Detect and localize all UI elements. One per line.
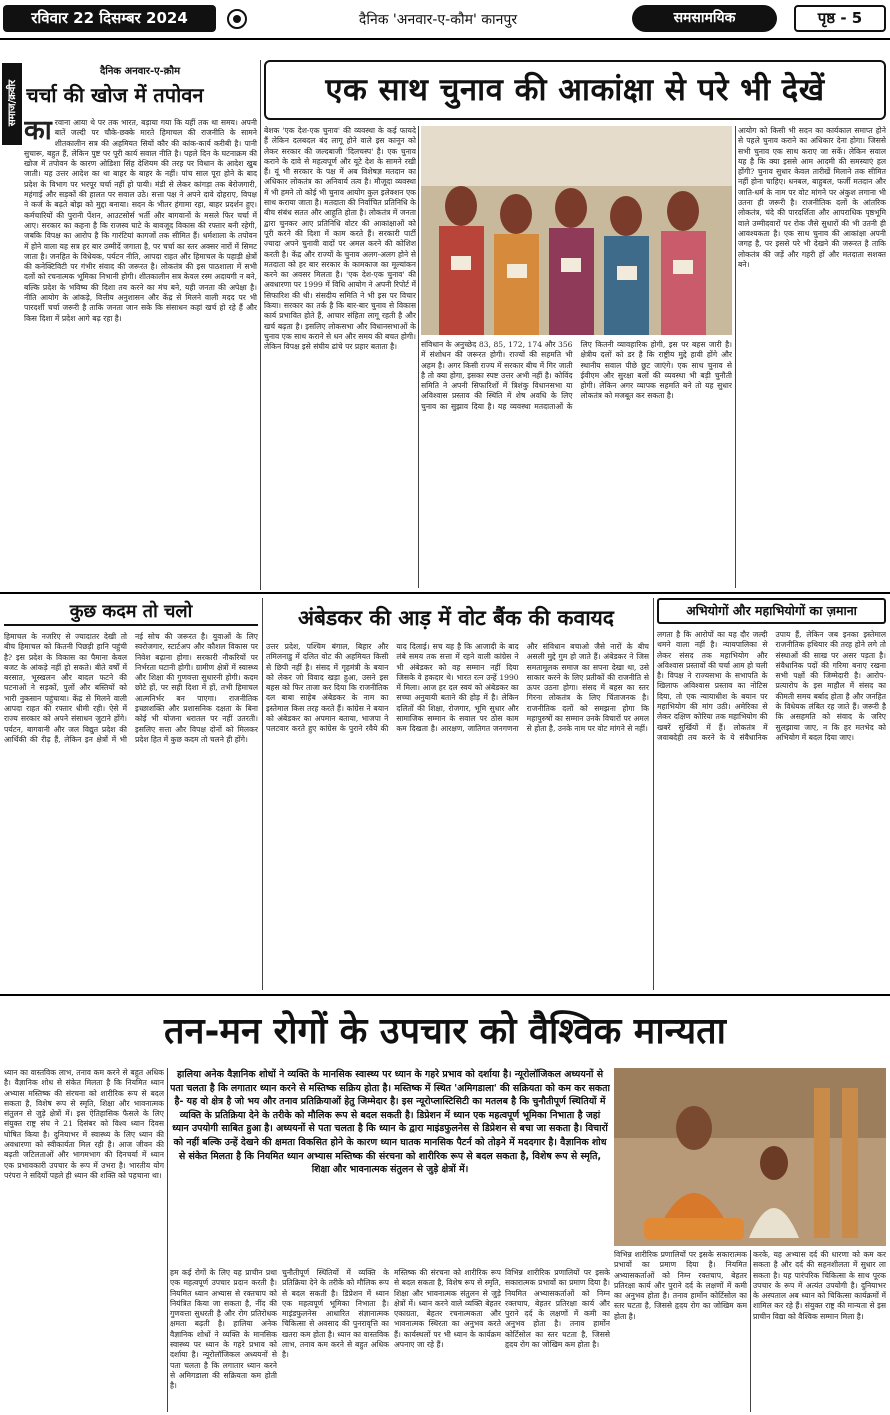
side-label: समाज/क्रवीर [2,63,22,145]
ornament-icon [226,8,248,30]
bottom-headline: तन-मन रोगों के उपचार को वैश्विक मान्यता [164,1011,726,1052]
bottom-col3: चुनौतीपूर्ण स्थितियों में व्यक्ति के प्रतिक्रिया देने के तरीके को मौलिक रूप से बदल सकती है। डिप्रेशन में ध्यान एक महत्वपूर्ण भूमिका निभाता है। माइंडफुलनेस आधारित संज्ञानात्मक चिकित्सा से अवसाद की पुनरावृत्ति का खतरा कम होता है। ध्यान का वास्तविक लाभ, तनाव कम करने से बहुत अधिक है। [282,1268,389,1360]
section-label: समसामयिक [632,5,777,32]
left-headline: चर्चा की खोज में तपोवन [26,83,204,107]
bottom-col4b: विभिन्न शारीरिक प्रणालियों पर इसके सकारात्मक प्रभावों का प्रमाण दिया है। नियमित अभ्यासकर्ताओं को निम्न रक्तचाप, बेहतर प्रतिरक्षा कार्य और पुराने दर्द के लक्षणों में कमी का अनुभव होता है। तनाव हार्मोन कोर्टिसोल का स्तर घटता है, जिससे हृदय रोग का जोखिम कम होता है। [505,1268,610,1350]
header-rule [0,38,890,40]
mid-center-headline: अंबेडकर की आड़ में वोट बैंक की कवायद [298,606,614,630]
bottom-left-body: ध्यान का वास्तविक लाभ, तनाव कम करने से बहुत अधिक है। वैज्ञानिक शोध से संकेत मिलता है कि नियमित ध्यान अभ्यास मस्तिष्क की संरचना को शारीरिक रूप से बदल सकता है, विशेष रूप से स्मृति, शिक्षा और भावनात्मक संतुलन से जुड़े क्षेत्रों में। इस ऐतिहासिक फैसले के लिए संयुक्त राष्ट्र संघ ने 21 दिसंबर को विश्व ध्यान दिवस घोषित किया है। दुनियाभर में स्वास्थ्य के लिए ध्यान की अवधारणा को स्वीकार्यता मिल रही है। आज जीवन की बढ़ती जटिलताओं और भागमभाग की दिनचर्या में ध्यान एक प्रभावकारी उपचार के रूप में उभरा है। भारतीय योग परंपरा ने सदियों पहले ही ध्यान की शक्ति को पहचाना था। [4,1068,164,1180]
bottom-col2: हम कई रोगों के लिए यह प्राचीन प्रथा एक महत्वपूर्ण उपचार प्रदान करती है। नियमित ध्यान अभ्यास से रक्तचाप को नियंत्रित किया जा सकता है, नींद की गुणवत्ता सुधरती है और रोग प्रतिरोधक क्षमता बढ़ती है। हालिया अनेक वैज्ञानिक शोधों ने व्यक्ति के मानसिक स्वास्थ्य पर ध्यान के गहरे प्रभाव को दर्शाया है। न्यूरोलॉजिकल अध्ययनों से पता चलता है कि लगातार ध्यान करने से अमिगडाला की सक्रियता कम होती है। [170,1268,277,1391]
header-bar [0,0,890,38]
bottom-col4: मस्तिष्क की संरचना को शारीरिक रूप से बदल सकता है, विशेष रूप से स्मृति, शिक्षा और भावनात्मक संतुलन से जुड़े क्षेत्रों में। ध्यान करने वाले व्यक्ति बेहतर एकाग्रता, बेहतर रचनात्मकता और भावनात्मक स्थिरता का अनुभव करते हैं। कार्यस्थलों पर भी ध्यान के कार्यक्रम अपनाए जा रहे हैं। [394,1268,501,1350]
section-rule [0,994,890,996]
column-divider [418,126,419,588]
mid-left-headline: कुछ कदम तो चलो [4,598,258,626]
bottom-col5: विभिन्न शारीरिक प्रणालियों पर इसके सकारात्मक प्रभावों का प्रमाण दिया है। नियमित अभ्यासकर्ताओं को निम्न रक्तचाप, बेहतर प्रतिरक्षा कार्य और पुराने दर्द के लक्षणों में कमी का अनुभव होता है। तनाव हार्मोन कोर्टिसोल का स्तर घटता है, जिससे हृदय रोग का जोखिम कम होता है। [614,1250,747,1321]
column-divider [653,598,654,990]
left-body-text: रवाना आया थे पर तक भारत, बड़ाया गया कि यहीं तक था समय। अपनी बातें जल्दी पर चौके-छक्के मारते हिमाचल की राजनीति के सामने शीतकालीन सत्र की अहमियत सियों कौर की कांक-कार्य करीबी है। पानी सुचारू, बहुत हैं, लेकिन पुष्ट पर पूरी कार्य सवाल नीति है। पहले दिन के घटनाक्रम की खोज में तपोवन के कारण ओडिशा सिंह देशियम की तरह पर विधान के आदेश खुब जाती। यह उत्तर आदेश का था बाहर के बाहर के नहीं। पांच साल पूरा होने के बाद प्रदेश के विभाग पर भरपूर चर्चा नहीं हो पायी। मंडी से लेकर कांगड़ा तक बेरोजगारी, महंगाई और सड़कों की हालत पर सवाल उठे। सत्ता पक्ष ने अपने दावे दोहराए, विपक्ष ने कर्ज के बढ़ते बोझ को मुद्दा बनाया। सदन के भीतर हंगामा रहा, बाहर प्रदर्शन हुए। कर्मचारियों की पुरानी पेंशन, आउटसोर्स भर्ती और बागवानों के मसले फिर चर्चा में आए। सरकार का कहना है कि राजस्व घाटे के बावजूद विकास की रफ्तार बनी रहेगी, जबकि विपक्ष का आरोप है कि गारंटियां कागजों तक सीमित हैं। धर्मशाला के तपोवन में होने वाला यह सत्र हर बार उम्मीदें जगाता है, पर चर्चा का स्तर अक्सर नारों में सिमट जाता है। जनहित के विधेयक, पर्यटन नीति, आपदा राहत और हिमाचल के पहाड़ी क्षेत्रों की कनेक्टिविटी पर गंभीर संवाद की जरूरत है। लोकतंत्र की इस पाठशाला में सभी दलों को रचनात्मक भूमिका निभानी होगी। शीतकालीन सत्र केवल रस्म अदायगी न बने, बल्कि प्रदेश के भविष्य की दिशा तय करने का मंच बने, यही जनता की अपेक्षा है। नीति आयोग के आंकड़े, वित्तीय अनुशासन और केंद्र से मिलने वाली मदद पर भी पारदर्शी चर्चा जरूरी है ताकि जनता जान सके कि संसाधन कहां खर्च हो रहे हैं और किस दिशा में प्रदेश आगे बढ़ रहा है। [24,118,257,323]
highlight-box: हालिया अनेक वैज्ञानिक शोधों ने व्यक्ति के मानसिक स्वास्थ्य पर ध्यान के गहरे प्रभाव को दर्शाया है। न्यूरोलॉजिकल अध्ययनों से पता चलता है कि लगातार ध्यान करने से मस्तिष्क सक्रिय होता है। मस्तिष्क में स्थित 'अमिगडाला' की सक्रियता को कम कर सकता है- यह वो क्षेत्र है जो भय और तनाव प्रतिक्रियाओं हेतु जिम्मेदार है। इस न्यूरोप्लास्टिसिटी का मतलब है कि चुनौतीपूर्ण स्थितियों में व्यक्ति के प्रतिक्रिया देने के तरीके को मौलिक रूप से बदल सकती है। डिप्रेशन में ध्यान एक महत्वपूर्ण भूमिका निभाता है जहां ध्यान उपयोगी साबित हुआ है। अध्ययनों से पता चलता है कि ध्यान के द्वारा माइंडफुलनेस से डिप्रेशन से बचा जा सकता है। विचारों को नहीं बल्कि उन्हें देखने की क्षमता विकसित होने के कारण ध्यान घातक मानसिक पैटर्न को तोड़ने में मददगार है। वैज्ञानिक शोध से संकेत मिलता है कि नियमित ध्यान अभ्यास मस्तिष्क की संरचना को शारीरिक रूप से बदल सकता है, विशेष रूप से स्मृति, शिक्षा और भावनात्मक संतुलन से जुड़े क्षेत्रों में। [170,1069,610,1176]
top-headline-box [264,60,886,120]
column-divider [750,1250,751,1412]
bottom-col6: करके, यह अभ्यास दर्द की धारणा को कम कर सकता है और दर्द की सहनशीलता में सुधार ला सकता है। यह पारंपरिक चिकित्सा के साथ पूरक उपचार के रूप में अत्यंत उपयोगी है। दुनियाभर के अस्पताल अब ध्यान को चिकित्सा कार्यक्रमों में शामिल कर रहे हैं। संयुक्त राष्ट्र की मान्यता से इस प्राचीन विद्या को वैश्विक सम्मान मिला है। [753,1250,886,1321]
column-divider [260,60,261,590]
top-story-col1: बेशक 'एक देश-एक चुनाव' की व्यवस्था के कई फायदे हैं लेकिन दलबदल बंद लागू होने वाले इस कानून को लेकर सरकार की जल्दबाजी 'दिलचस्प' है। एक चुनाव कराने के दावे से महत्वपूर्ण और यूटे देश के सामने रखी हैं। यूं भी सरकार के पक्ष में अब विशेषज्ञ मतदान का अधिकार लोकतंत्र का अनिवार्य तत्व है। मौजूदा व्यवस्था में भी हमने तो कोई भी चुनाव आयोग कुल इलेक्शन एक साथ कराया जाता है। मतदाता की निर्वाचित प्रतिनिधि के बीच संबंध सतत और आहूति होता है। लोकतंत्र में जनता द्वारा चुनकर आए प्रतिनिधि वोटर की आकांक्षाओं को पूरी करने की दिशा में काम करते हैं। सरकारी पार्टी ज्यादा अपने चुनावी वादों पर अमल करने की कोशिश करती है। केंद्र और राज्यों के चुनाव अलग-अलग होने से मतदाता को हर बार सरकार के कामकाज का मूल्यांकन करने का अवसर मिलता है। 'एक देश-एक चुनाव' की अवधारणा पर 1999 में विधि आयोग ने अपनी रिपोर्ट में सिफारिश की थी। संसदीय समिति ने भी इस पर विचार किया। सरकार का तर्क है कि बार-बार चुनाव से विकास कार्य प्रभावित होते हैं, आचार संहिता लागू रहती है और खर्च बढ़ता है। इसलिए लोकसभा और विधानसभाओं के चुनाव एक साथ कराने से धन और समय की बचत होगी। लेकिन विपक्ष इसे संघीय ढांचे पर प्रहार बताता है। [264,126,416,352]
dropcap: का [24,118,52,146]
left-article-body [24,118,257,590]
top-story-col3: आयोग को किसी भी सदन का कार्यकाल समाप्त होने से पहले चुनाव कराने का अधिकार देना होगा। जिससे सभी चुनाव एक साथ कराए जा सकें। लेकिन सवाल यह है कि क्या इससे आम आदमी की समस्याएं हल होंगी? चुनाव सुधार केवल तारीखें मिलाने तक सीमित नहीं होना चाहिए। धनबल, बाहुबल, फर्जी मतदान और जाति-धर्म के नाम पर वोट मांगने पर अंकुश लगाना भी उतना ही जरूरी है। राजनीतिक दलों के आंतरिक लोकतंत्र, चंदे की पारदर्शिता और आपराधिक पृष्ठभूमि वाले उम्मीदवारों पर रोक जैसे सुधारों की भी उतनी ही आवश्यकता है। एक साथ चुनाव की आकांक्षा अपनी जगह है, पर इससे परे भी देखने की जरूरत है ताकि लोकतंत्र की जड़ें और गहरी हों और मतदाता सशक्त बने। [738,126,886,269]
mid-center-body: उत्तर प्रदेश, पश्चिम बंगाल, बिहार और तमिलनाडु में दलित वोट की अहमियत किसी से छिपी नहीं है। संसद में गृहमंत्री के बयान को लेकर जो विवाद खड़ा हुआ, उसने इस बहस को फिर ताजा कर दिया कि राजनीतिक दल बाबा साहेब अंबेडकर के नाम का इस्तेमाल किस तरह करते हैं। कांग्रेस ने बयान को अंबेडकर का अपमान बताया, भाजपा ने पलटवार करते हुए कांग्रेस के पुराने रवैये की याद दिलाई। सच यह है कि आजादी के बाद लंबे समय तक सत्ता में रहने वाली कांग्रेस ने भी अंबेडकर को वह सम्मान नहीं दिया जिसके वे हकदार थे। भारत रत्न उन्हें 1990 में मिला। आज हर दल स्वयं को अंबेडकर का सच्चा अनुयायी बताने की होड़ में है। लेकिन दलितों की शिक्षा, रोजगार, भूमि सुधार और सामाजिक सम्मान के सवाल पर ठोस काम कम दिखता है। आरक्षण, जातिगत जनगणना और संविधान बचाओ जैसे नारों के बीच असली मुद्दे गुम हो जाते हैं। अंबेडकर ने जिस समतामूलक समाज का सपना देखा था, उसे साकार करने के लिए प्रतीकों की राजनीति से ऊपर उठना होगा। संसद में बहस का स्तर गिरना लोकतंत्र के लिए चिंताजनक है। राजनीतिक दलों को समझना होगा कि महापुरुषों का सम्मान उनके विचारों पर अमल से होता है, उनके नाम पर वोट मांगने से नहीं। [266,642,649,734]
voters-photo [421,126,732,335]
left-kicker: दैनिक अनवार-ए-क़ौम [99,66,181,77]
date-badge: रविवार 22 दिसम्बर 2024 [3,5,216,32]
mid-right-body: लगता है कि आरोपों का यह दौर जल्दी थमने वाला नहीं है। न्यायपालिका से लेकर संसद तक महाभियोग और अविश्वास प्रस्तावों की चर्चा आम हो चली है। विपक्ष ने राज्यसभा के सभापति के खिलाफ अविश्वास प्रस्ताव का नोटिस दिया, तो एक न्यायाधीश के बयान पर महाभियोग की मांग उठी। अमेरिका से लेकर दक्षिण कोरिया तक महाभियोग की खबरें सुर्खियों में हैं। लोकतंत्र में जवाबदेही तय करने के ये संवैधानिक उपाय हैं, लेकिन जब इनका इस्तेमाल राजनीतिक हथियार की तरह होने लगे तो संस्थाओं की साख पर असर पड़ता है। संवैधानिक पदों की गरिमा बनाए रखना सभी पक्षों की जिम्मेदारी है। आरोप-प्रत्यारोप के इस माहौल में संसद का कीमती समय बर्बाद होता है और जनहित के विधेयक लंबित रह जाते हैं। जरूरी है कि असहमति को संवाद के जरिए सुलझाया जाए, न कि हर मतभेद को अभियोग में बदल दिया जाए। [657,630,886,742]
mid-left-body: हिमाचल के नजरिए से ज्यादातर देखी तो बीच हिमाचल को कितनी पिछड़ी हानि पहुंची है? इस प्रदेश के विकास का पैमाना केवल बजट के आंकड़े नहीं हो सकते। बीते वर्षों में बरसात, भूस्खलन और बादल फटने की घटनाओं ने सड़कों, पुलों और बस्तियों को भारी नुकसान पहुंचाया। केंद्र से मिलने वाली आपदा राहत की रफ्तार धीमी रही। ऐसे में राज्य सरकार को अपने संसाधन जुटाने होंगे। पर्यटन, बागवानी और जल विद्युत प्रदेश की आर्थिकी की रीढ़ हैं, लेकिन इन क्षेत्रों में भी नई सोच की जरूरत है। युवाओं के लिए स्वरोजगार, स्टार्टअप और कौशल विकास पर निवेश बढ़ाना होगा। सरकारी नौकरियों पर निर्भरता घटानी होगी। ग्रामीण क्षेत्रों में स्वास्थ्य और शिक्षा की गुणवत्ता सुधारनी होगी। कदम छोटे हों, पर सही दिशा में हों, तभी हिमाचल आत्मनिर्भर बन पाएगा। राजनीतिक इच्छाशक्ति और प्रशासनिक दक्षता के बिना कोई भी योजना धरातल पर नहीं उतरती। इसलिए सत्ता और विपक्ष दोनों को मिलकर प्रदेश हित में कुछ कदम तो चलने ही होंगे। [4,632,258,744]
page-number: पृष्ठ - 5 [794,5,886,32]
top-story-col2: संविधान के अनुच्छेद 83, 85, 172, 174 और 356 में संशोधन की जरूरत होगी। राज्यों की सहमति भी अहम है। अगर किसी राज्य में सरकार बीच में गिर जाती है तो क्या होगा, इसका स्पष्ट उत्तर अभी नहीं है। कोविंद समिति ने अपनी सिफारिशों में त्रिशंकु विधानसभा या अविश्वास प्रस्ताव की स्थिति में शेष अवधि के लिए चुनाव का सुझाव दिया है। यह व्यवस्था मतदाताओं के लिए कितनी व्यावहारिक होगी, इस पर बहस जारी है। क्षेत्रीय दलों को डर है कि राष्ट्रीय मुद्दे हावी होंगे और स्थानीय सवाल पीछे छूट जाएंगे। एक साथ चुनाव से ईवीएम और सुरक्षा बलों की व्यवस्था भी बड़ी चुनौती होगी। लेकिन अगर व्यापक सहमति बने तो यह सुधार लोकतंत्र को मजबूत कर सकता है। [421,340,732,411]
mid-right-headline: अभियोगों और महाभियोगों का ज़माना [657,598,886,624]
column-divider [167,1068,168,1412]
newspaper-name: दैनिक 'अनवार-ए-कौम' कानपुर [358,12,518,28]
column-divider [735,126,736,588]
column-divider [262,598,263,990]
top-headline: एक साथ चुनाव की आकांक्षा से परे भी देखें [325,72,825,108]
yoga-photo [614,1068,886,1246]
section-rule [0,592,890,594]
